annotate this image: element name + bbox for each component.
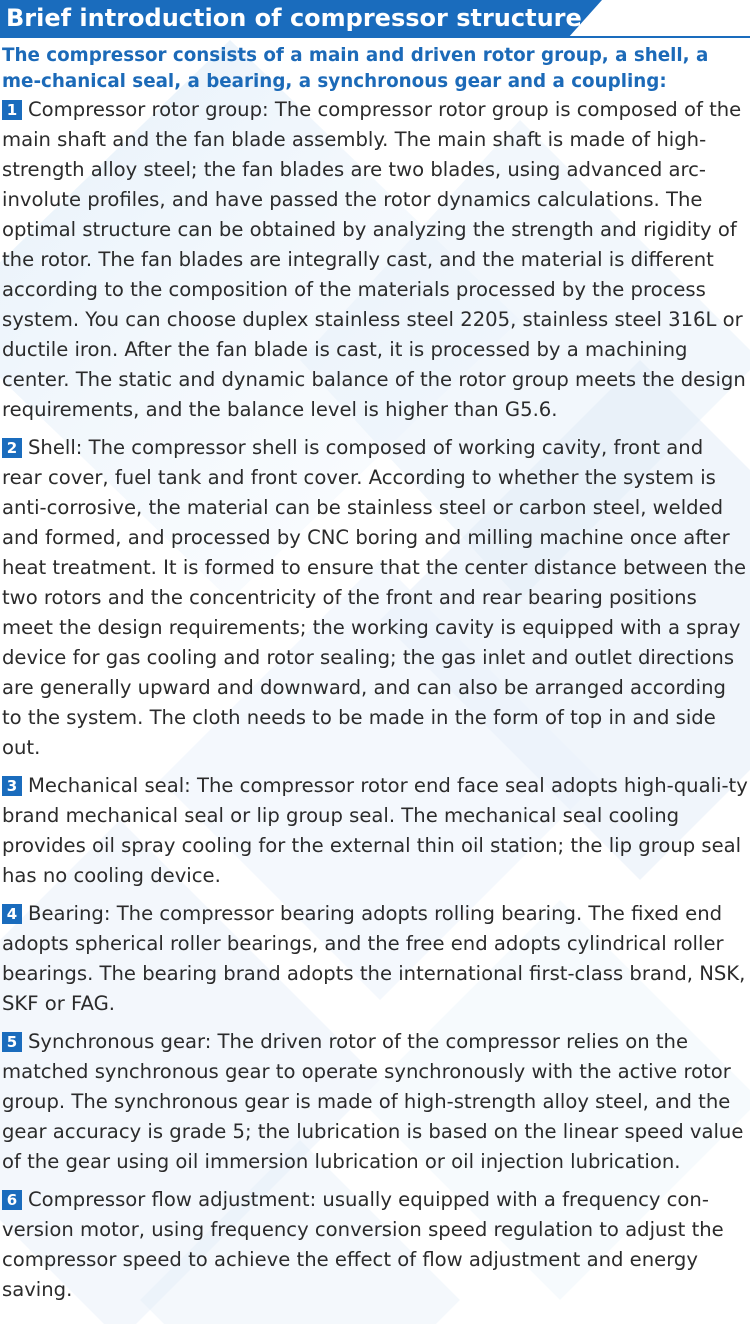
section-synchronous-gear xyxy=(0,1027,750,1177)
section-header xyxy=(0,0,750,38)
section-text: Bearing: The compressor bearing adopts rolling bearing. The fixed end adopts spherical roller bearings, and the free end adopts cylindrical roller bearings. The bearing brand adopts the international first-class brand, NSK, SKF or FAG. xyxy=(2,902,746,1015)
section-list xyxy=(0,95,750,1305)
section-number-badge: 1 xyxy=(2,100,22,120)
intro-text: The compressor consists of a main and driven rotor group, a shell, a me-chanical seal, a bearing, a synchronous gear and a coupling: xyxy=(2,45,709,92)
section-number-badge: 6 xyxy=(2,1190,22,1210)
section-bearing xyxy=(0,899,750,1019)
section-text: Shell: The compressor shell is composed of working cavity, front and rear cover, fuel tank and front cover. According to whether the system is anti-corrosive, the material can be stainless steel or carbon steel, welded and formed, and processed by CNC boring and milling machine once after heat treatment. It is formed to ensure that the center distance between the two rotors and the concentricity of the front and rear bearing positions meet the design requirements; the working cavity is equipped with a spray device for gas cooling and rotor sealing; the gas inlet and outlet directions are generally upward and downward, and can also be arranged according to the system. The cloth needs to be made in the form of top in and side out. xyxy=(2,436,747,759)
section-flow-adjustment xyxy=(0,1185,750,1305)
section-rotor-group xyxy=(0,95,750,425)
section-number-badge: 4 xyxy=(2,904,22,924)
section-text: Compressor rotor group: The compressor rotor group is composed of the main shaft and the fan blade assembly. The main shaft is made of high-strength alloy steel; the fan blades are two blades, using advanced arc-involute profiles, and have passed the rotor dynamics calculations. The optimal structure can be obtained by analyzing the strength and rigidity of the rotor. The fan blades are integrally cast, and the material is different according to the composition of the materials processed by the process system. You can choose duplex stainless steel 2205, stainless steel 316L or ductile iron. After the fan blade is cast, it is processed by a machining center. The static and dynamic balance of the rotor group meets the design requirements, and the balance level is higher than G5.6. xyxy=(2,98,746,421)
section-shell xyxy=(0,433,750,763)
section-text: Compressor flow adjustment: usually equipped with a frequency con-version motor, using frequency conversion speed regulation to adjust the compressor speed to achieve the effect of flow adjustment and energy saving. xyxy=(2,1188,724,1301)
section-mechanical-seal xyxy=(0,771,750,891)
section-text: Mechanical seal: The compressor rotor end face seal adopts high-quali-ty brand mechanical seal or lip group seal. The mechanical seal cooling provides oil spray cooling for the external thin oil station; the lip group seal has no cooling device. xyxy=(2,774,748,887)
section-number-badge: 5 xyxy=(2,1032,22,1052)
page-title: Brief introduction of compressor structure xyxy=(6,4,582,32)
section-number-badge: 2 xyxy=(2,438,22,458)
header-underline xyxy=(0,36,750,38)
section-text: Synchronous gear: The driven rotor of the compressor relies on the matched synchronous gear to operate synchronously with the active rotor group. The synchronous gear is made of high-strength alloy steel, and the gear accuracy is grade 5; the lubrication is based on the linear speed value of the gear using oil immersion lubrication or oil injection lubrication. xyxy=(2,1030,744,1173)
section-number-badge: 3 xyxy=(2,776,22,796)
